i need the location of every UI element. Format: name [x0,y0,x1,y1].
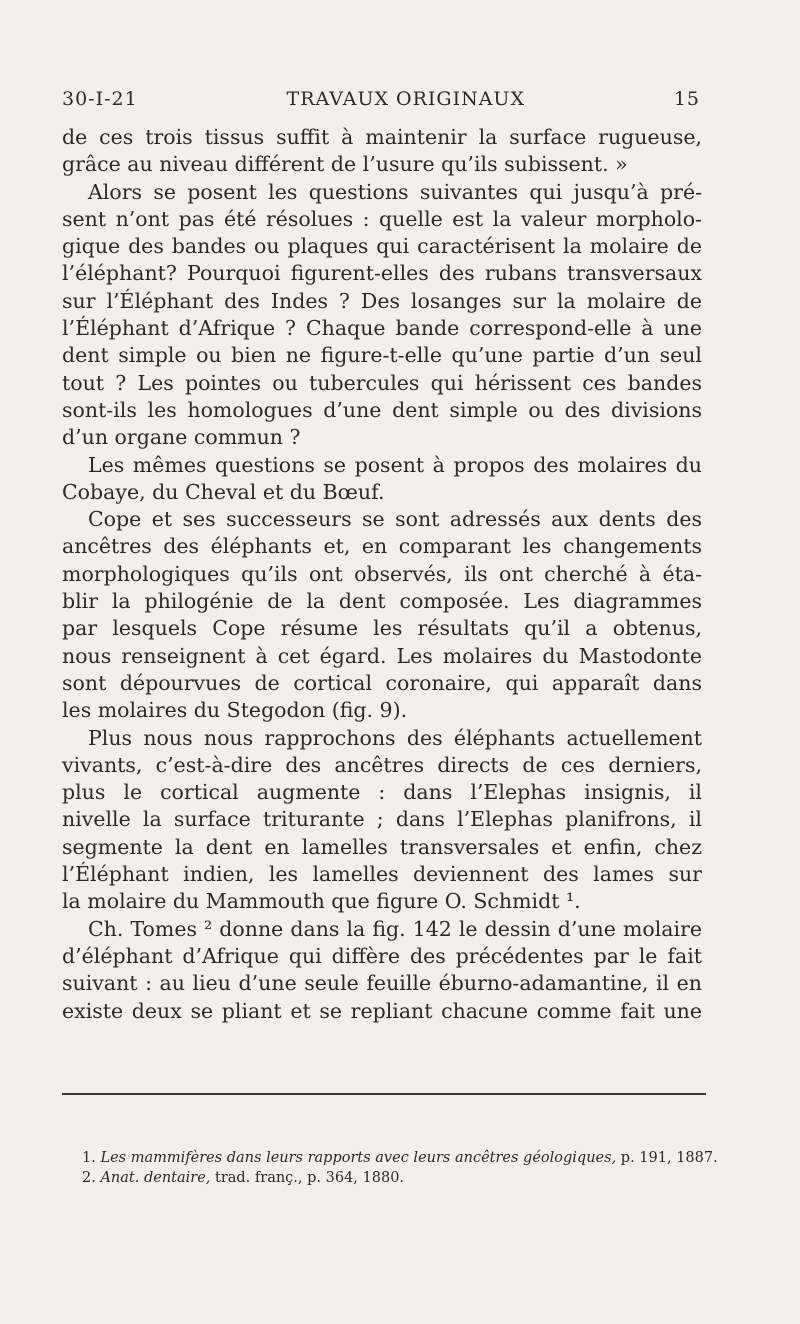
text-line: sont dépourvues de cortical coronaire, qui apparaît dans [62,670,702,695]
text-line: la molaire du Mammouth que figure O. Schmidt ¹. [62,889,581,914]
header-date: 30-I-21 [62,88,138,110]
footnote-number: 1. [82,1150,96,1166]
footnote-divider [62,1093,706,1095]
text-line: gique des bandes ou plaques qui caractérisent la molaire de [62,234,702,259]
text-line: Ch. Tomes ² donne dans la fig. 142 le dessin d’une molaire [88,916,702,941]
text-line: existe deux se pliant et se repliant chacune comme fait une [62,998,702,1023]
text-line: l’éléphant? Pourquoi figurent-elles des rubans transversaux [62,261,702,286]
page-number: 15 [673,88,700,110]
text-line: par lesquels Cope résume les résultats qu’il a obtenus, [62,616,702,641]
footnote-title: Anat. dentaire, [100,1170,211,1186]
text-line: l’Éléphant d’Afrique ? Chaque bande correspond-elle à une [62,316,702,341]
running-header [62,88,700,118]
text-line: sent n’ont pas été résolues : quelle est la valeur morpholo- [62,206,702,231]
text-line: Alors se posent les questions suivantes qui jusqu’à pré- [88,179,702,204]
text-line: Cope et ses successeurs se sont adressés aux dents des [88,507,702,532]
text-line: d’éléphant d’Afrique qui diffère des précédentes par le fait [62,943,702,968]
footnote [82,1148,722,1168]
text-line: Les mêmes questions se posent à propos des molaires du [88,452,702,477]
text-line: suivant : au lieu d’une seule feuille éburno-adamantine, il en [62,971,702,996]
header-title: TRAVAUX ORIGINAUX [286,88,525,110]
text-line: segmente la dent en lamelles transversales et enfin, chez [62,834,702,859]
text-line: sur l’Éléphant des Indes ? Des losanges sur la molaire de [62,288,702,313]
text-line: morphologiques qu’ils ont observés, ils ont cherché à éta- [62,561,702,586]
footnote [82,1168,722,1188]
footnote-title: Les mammifères dans leurs rapports avec leurs ancêtres géologiques, [100,1150,617,1166]
text-line: blir la philogénie de la dent composée. Les diagrammes [62,589,702,614]
text-line: dent simple ou bien ne figure-t-elle qu’une partie d’un seul [62,343,702,368]
text-line: Cobaye, du Cheval et du Bœuf. [62,479,385,504]
text-line: plus le cortical augmente : dans l’Elephas insignis, il [62,780,702,805]
text-line: vivants, c’est-à-dire des ancêtres directs de ces derniers, [62,752,702,777]
text-line: ancêtres des éléphants et, en comparant les changements [62,534,702,559]
text-line: Plus nous nous rapprochons des éléphants actuellement [88,725,702,750]
text-line: de ces trois tissus suffit à maintenir la surface rugueuse, [62,125,702,149]
footnote-reference: p. 191, 1887. [616,1150,718,1166]
text-line: les molaires du Stegodon (fig. 9). [62,698,408,723]
text-line: l’Éléphant indien, les lamelles deviennent des lames sur [62,862,702,887]
text-line: nous renseignent à cet égard. Les molaires du Mastodonte [62,643,702,668]
text-line: sont-ils les homologues d’une dent simple ou des divisions [62,397,702,422]
footnotes [82,1148,722,1188]
footnote-number: 2. [82,1170,96,1186]
footnote-reference: trad. franç., p. 364, 1880. [210,1170,405,1186]
text-line: nivelle la surface triturante ; dans l’Elephas planifrons, il [62,807,702,832]
body-text [62,124,702,1025]
text-line: d’un organe commun ? [62,425,301,450]
text-line: grâce au niveau différent de l’usure qu’ils subissent. » [62,152,628,177]
text-line: tout ? Les pointes ou tubercules qui hérissent ces bandes [62,370,702,395]
